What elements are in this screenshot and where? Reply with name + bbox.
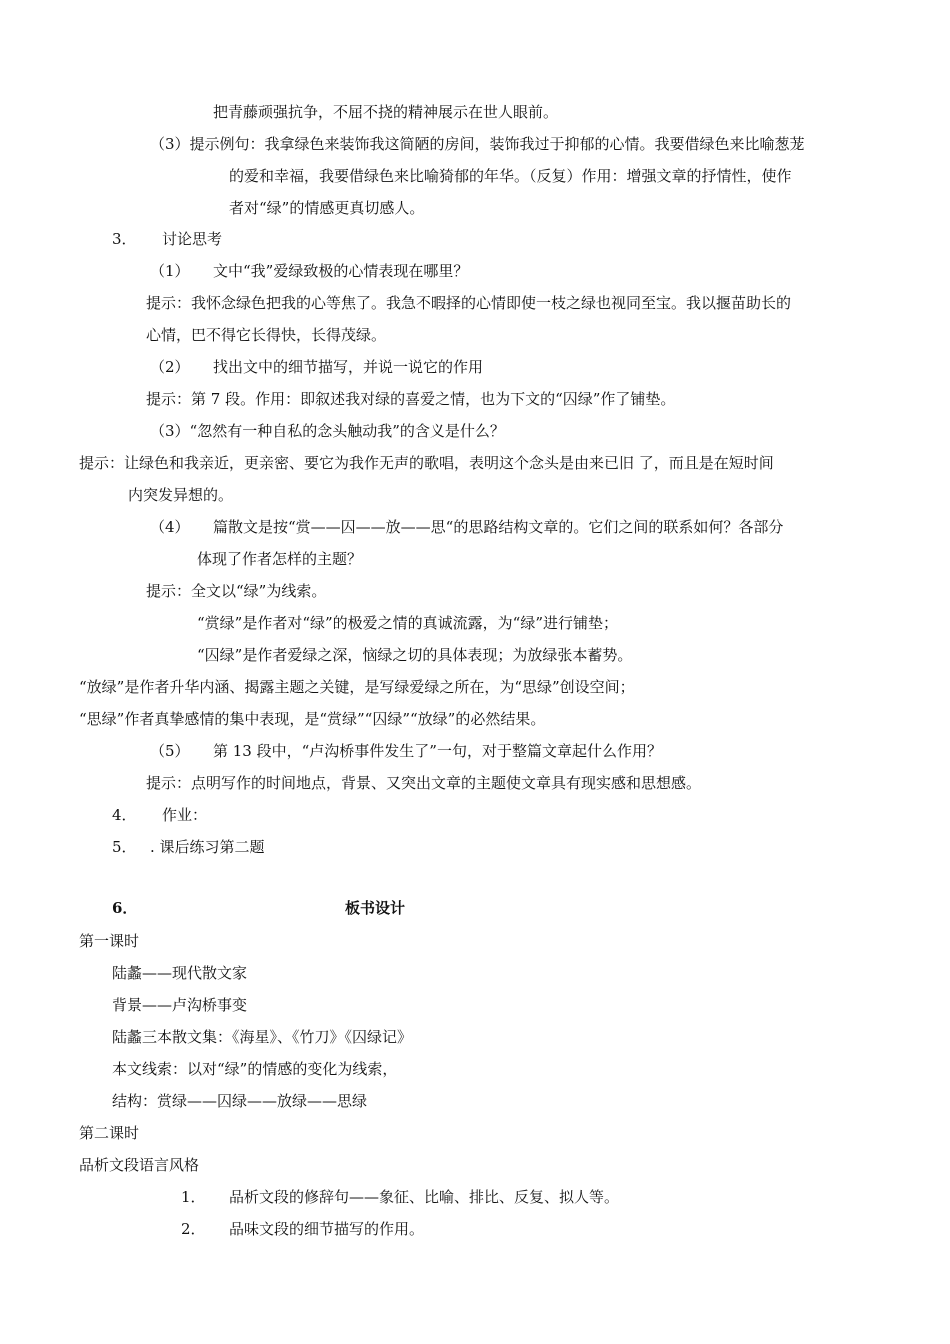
board-item: 品析文段的修辞句——象征、比喻、排比、反复、拟人等。 — [229, 1188, 620, 1206]
board-item: 背景——卢沟桥事变 — [112, 996, 248, 1014]
hint-text: 提示：点明写作的时间地点，背景、又突出文章的主题使文章具有现实感和思想感。 — [146, 774, 702, 792]
text-line: （3）提示例句：我拿绿色来装饰我这简陋的房间，装饰我过于抑郁的心情。我要借绿色来比喻葱茏 — [150, 135, 805, 153]
hint-text: “思绿”作者真挚感情的集中表现，是“赏绿”“囚绿”“放绿”的必然结果。 — [79, 710, 546, 728]
hint-text: 提示：第 7 段。作用：即叙述我对绿的喜爱之情，也为下文的“囚绿”作了铺垫。 — [146, 390, 676, 408]
board-item: 结构：赏绿——囚绿——放绿——思绿 — [112, 1092, 368, 1110]
hint-text: “赏绿”是作者对“绿”的极爱之情的真诚流露，为“绿”进行铺垫； — [197, 614, 619, 632]
list-number: 1． — [181, 1188, 206, 1206]
subheading: 第二课时 — [79, 1124, 140, 1142]
list-number: 6． — [112, 899, 138, 917]
hint-text: 提示：我怀念绿色把我的心等焦了。我急不暇择的心情即使一枝之绿也视同至宝。我以揠苗助长的 — [146, 294, 792, 312]
subheading: 第一课时 — [79, 932, 140, 950]
hint-text: 提示：全文以“绿”为线索。 — [146, 582, 327, 600]
section-heading: . 课后练习第二题 — [150, 838, 265, 856]
question-text: 文中“我”爱绿致极的心情表现在哪里？ — [213, 262, 469, 280]
list-number: 2． — [181, 1220, 206, 1238]
hint-text: 内突发异想的。 — [128, 486, 234, 504]
question-text: （3）“忽然有一种自私的念头触动我”的含义是什么？ — [150, 422, 505, 440]
section-title: 板书设计 — [345, 899, 406, 917]
hint-text: “囚绿”是作者爱绿之深，恼绿之切的具体表现；为放绿张本蓄势。 — [197, 646, 633, 664]
board-item: 本文线索：以对“绿”的情感的变化为线索， — [112, 1060, 398, 1078]
subheading: 品析文段语言风格 — [79, 1156, 200, 1174]
question-text: 体现了作者怎样的主题？ — [197, 550, 363, 568]
board-item: 陆蠡三本散文集：《海星》、《竹刀》《囚绿记》 — [112, 1028, 413, 1046]
list-number: （4） — [150, 518, 190, 536]
board-item: 陆蠡——现代散文家 — [112, 964, 248, 982]
list-number: （2） — [150, 358, 190, 376]
section-heading: 作业： — [162, 806, 208, 824]
text-line: 把青藤顽强抗争，不屈不挠的精神展示在世人眼前。 — [213, 103, 559, 121]
section-heading: 讨论思考 — [162, 230, 223, 248]
hint-text: “放绿”是作者升华内涵、揭露主题之关键，是写绿爱绿之所在，为“思绿”创设空间； — [79, 678, 635, 696]
hint-text: 心情，巴不得它长得快，长得茂绿。 — [146, 326, 387, 344]
list-number: 4． — [112, 806, 137, 824]
text-line: 的爱和幸福，我要借绿色来比喻猗郁的年华。（反复）作用：增强文章的抒情性，使作 — [229, 167, 792, 185]
list-number: 3． — [112, 230, 137, 248]
question-text: 第 13 段中，“卢沟桥事件发生了”一句，对于整篇文章起什么作用？ — [213, 742, 662, 760]
hint-text: 提示：让绿色和我亲近，更亲密、要它为我作无声的歌唱，表明这个念头是由来已旧 了，而且是在短时间 — [79, 454, 774, 472]
question-text: 找出文中的细节描写，并说一说它的作用 — [213, 358, 484, 376]
board-item: 品味文段的细节描写的作用。 — [229, 1220, 425, 1238]
text-line: 者对“绿”的情感更真切感人。 — [229, 199, 425, 217]
list-number: 5． — [112, 838, 137, 856]
question-text: 篇散文是按“赏——囚——放——思“的思路结构文章的。它们之间的联系如何？各部分 — [213, 518, 784, 536]
list-number: （5） — [150, 742, 190, 760]
list-number: （1） — [150, 262, 190, 280]
